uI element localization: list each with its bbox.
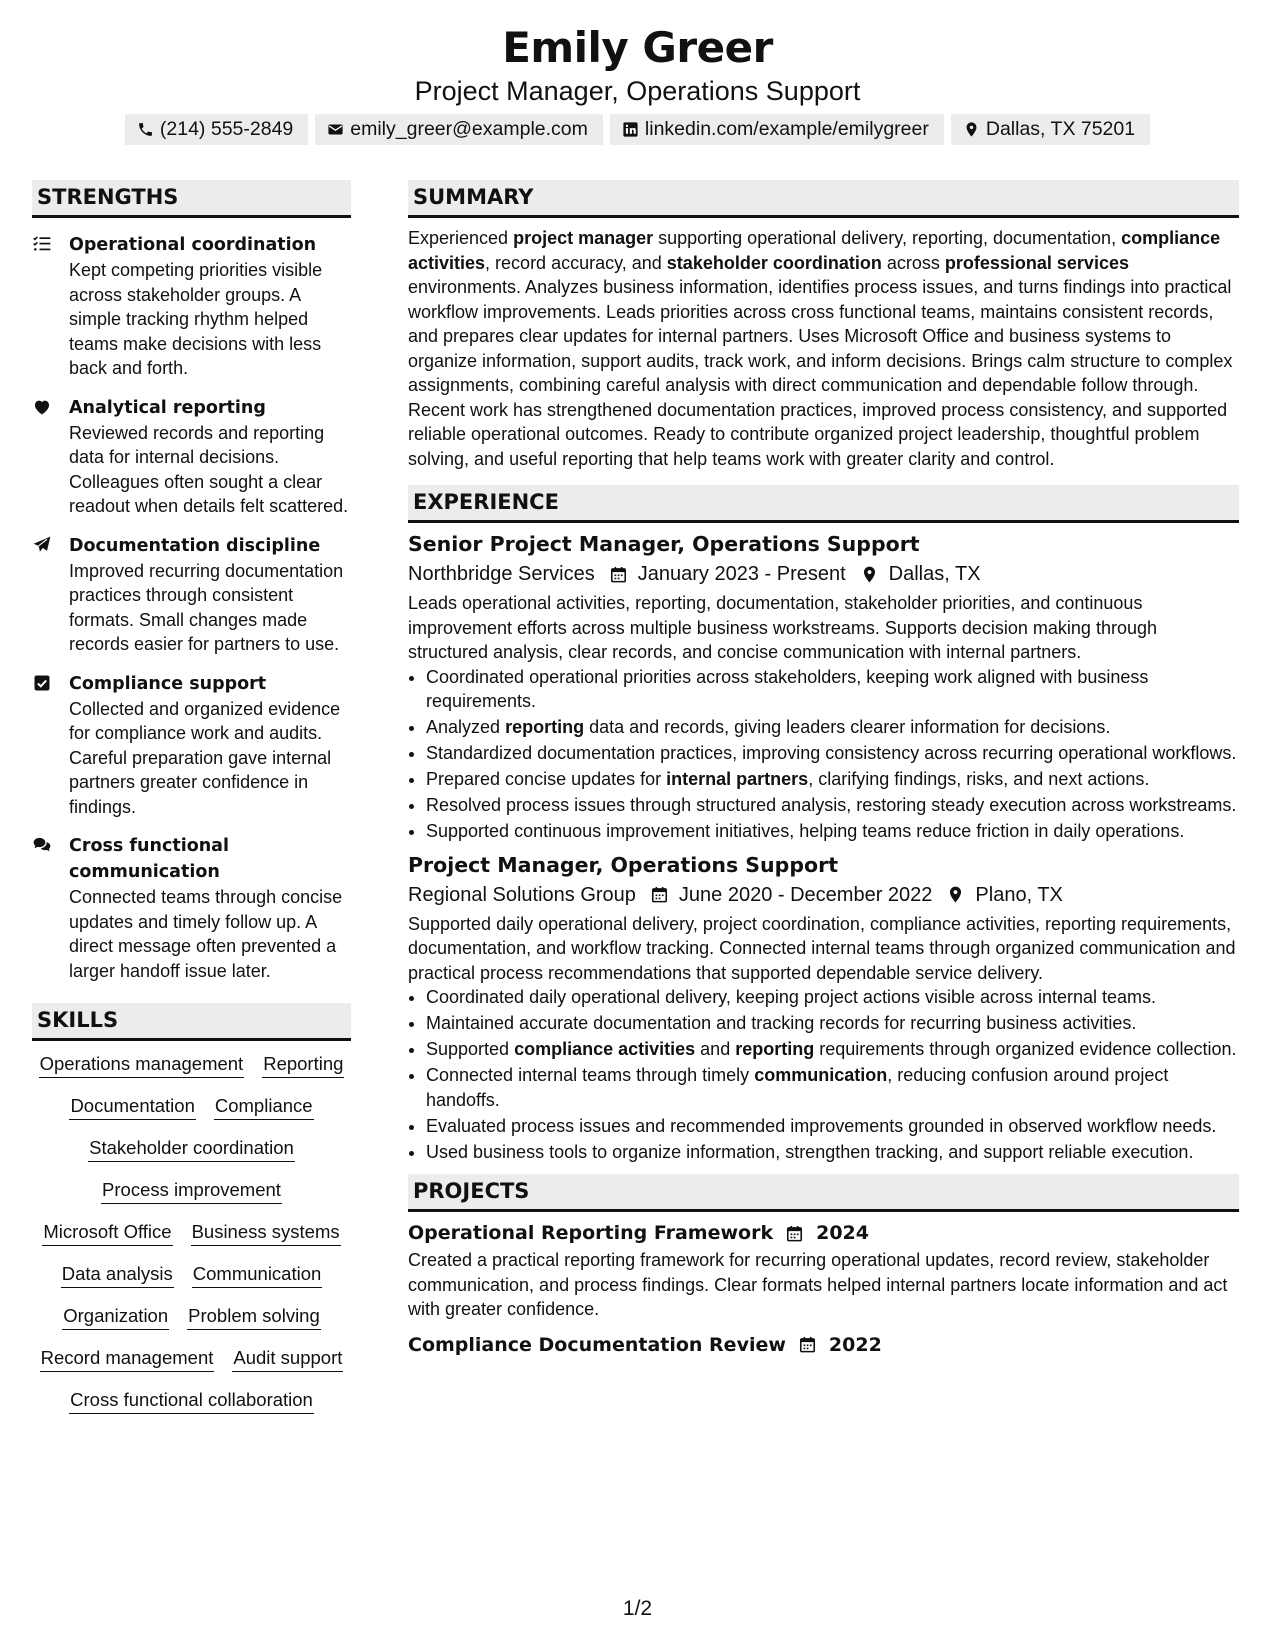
text-run: Resolved process issues through structured analysis, restoring steady execution across workstreams. (426, 795, 1237, 815)
skill-tag: Record management (40, 1345, 215, 1372)
text-run: Used business tools to organize information, strengthen tracking, and support reliable execution. (426, 1141, 1194, 1162)
project-year: 2022 (828, 1333, 882, 1356)
job-title: Project Manager, Operations Support (408, 852, 838, 877)
bold-text: project manager (513, 228, 654, 248)
calendar-icon (609, 565, 628, 584)
text-run: , clarifying findings, risks, and next actions. (808, 769, 1150, 789)
skill-tag: Business systems (191, 1219, 341, 1246)
chat-bubbles-icon (32, 833, 69, 983)
strength-text: Connected teams through concise updates and timely follow up. A direct message often prevented a larger handoff issue later. (69, 887, 343, 981)
experience-heading: EXPERIENCE (408, 485, 1239, 523)
skill-tag: Cross functional collaboration (69, 1387, 314, 1414)
strength-body (69, 671, 351, 820)
phone-text: (214) 555-2849 (159, 118, 294, 140)
bold-text: compliance activities (514, 1039, 696, 1059)
text-run: environments. Analyzes business information, identifies process issues, and turns findings into practical workflow improvements. Leads priorities across cross functional teams, maintains consistent records, and prepares clear updates for internal partners. Uses Microsoft Office and business systems to organize information, support audits, track work, and inform decisions. Brings calm structure to complex assignments, combining careful analysis with direct communication and dependable follow through. Recent work has strengthened documentation practices, improved process consistency, and supported reliable operational outcomes. Ready to contribute organized project leadership, thoughtful problem solving, and useful reporting that help teams work with greater clarity and control. (408, 277, 1233, 469)
company-name: Regional Solutions Group (408, 883, 636, 906)
strength-text: Collected and organized evidence for compliance work and audits. Careful preparation gave internal partners greater confidence in findings. (69, 698, 341, 817)
job-dates: January 2023 - Present (637, 563, 846, 585)
strength-title: Cross functional communication (69, 836, 229, 882)
calendar-icon (785, 1224, 804, 1243)
calendar-icon (650, 885, 669, 904)
projects-list (408, 1218, 1239, 1360)
email-chip[interactable] (315, 114, 603, 145)
skill-tag: Audit support (232, 1345, 343, 1372)
text-run: data and records, giving leaders clearer information for decisions. (584, 717, 1111, 737)
bold-text: compliance activities (408, 228, 1221, 273)
text-run: Prepared concise updates for (426, 769, 667, 789)
skill-tag: Organization (62, 1303, 169, 1330)
phone-icon (137, 121, 154, 138)
strength-body (69, 395, 351, 519)
job-location: Plano, TX (975, 883, 1063, 906)
strength-title: Operational coordination (69, 235, 317, 255)
jobs-list (408, 529, 1239, 1164)
bold-text: stakeholder coordination (666, 252, 882, 273)
job-entry (408, 850, 1239, 1165)
bullet-item (426, 1114, 1239, 1139)
strength-title: Analytical reporting (69, 397, 266, 418)
text-run: Supported (426, 1039, 515, 1059)
strength-title: Compliance support (69, 673, 267, 694)
text-run: , record accuracy, and (485, 252, 667, 273)
company-name: Northbridge Services (408, 563, 595, 585)
bold-text: professional services (944, 252, 1129, 273)
skills-heading: SKILLS (32, 1003, 351, 1041)
text-run: Evaluated process issues and recommended improvements grounded in observed workflow needs. (426, 1115, 1217, 1136)
strengths-list (32, 232, 351, 983)
text-run: Analyzed (426, 717, 506, 737)
project-header (408, 1218, 1239, 1248)
skill-tag: Reporting (262, 1051, 344, 1078)
project-title: Operational Reporting Framework (408, 1222, 774, 1244)
strength-title: Documentation discipline (69, 535, 321, 556)
bullet-item (426, 793, 1239, 818)
bullet-item (426, 1037, 1239, 1062)
strength-item (32, 833, 351, 983)
job-entry (408, 529, 1239, 844)
email-icon (327, 121, 344, 138)
text-run: Maintained accurate documentation and tracking records for recurring business activities. (426, 1013, 1137, 1033)
bullet-item (426, 741, 1239, 766)
bullet-item (426, 665, 1239, 714)
linkedin-chip[interactable] (610, 114, 944, 145)
project-title: Compliance Documentation Review (408, 1333, 786, 1356)
strength-body (69, 533, 351, 657)
strengths-heading: STRENGTHS (32, 180, 351, 218)
strength-item (32, 232, 351, 381)
skill-tag: Process improvement (101, 1177, 282, 1204)
summary-text (408, 226, 1239, 471)
text-run: , reducing confusion around project handoffs. (426, 1065, 1169, 1110)
bullet-item (426, 985, 1239, 1010)
location-pin-icon (860, 565, 879, 584)
location-chip (951, 114, 1150, 145)
skill-tag: Operations management (39, 1051, 245, 1078)
summary-heading: SUMMARY (408, 180, 1239, 218)
skill-tag: Problem solving (187, 1303, 321, 1330)
project-header (408, 1330, 1239, 1360)
checkbox-icon (32, 671, 69, 820)
text-run: across (881, 252, 945, 273)
right-column (408, 180, 1239, 1360)
page-number: 1/2 (622, 1597, 653, 1620)
paper-plane-icon (32, 533, 69, 657)
text-run: and (695, 1039, 736, 1059)
projects-heading: PROJECTS (408, 1174, 1239, 1212)
job-dates: June 2020 - December 2022 (678, 883, 933, 906)
bold-text: communication (754, 1065, 888, 1085)
job-description: Supported daily operational delivery, project coordination, compliance activities, reporting requirements, documentation, and workflow tracking. Connected internal teams through organized communication and practical process recommendations that supported dependable service delivery. (408, 913, 1236, 983)
contact-bar (0, 114, 1275, 145)
phone-chip (125, 114, 308, 145)
bold-text: reporting (735, 1039, 815, 1059)
skill-tag: Stakeholder coordination (88, 1135, 295, 1162)
skill-tag: Communication (192, 1261, 323, 1288)
bold-text: internal partners (666, 769, 809, 789)
bullet-item (426, 1140, 1239, 1165)
text-run: Standardized documentation practices, improving consistency across recurring operational workflows. (426, 743, 1237, 763)
text-run: Connected internal teams through timely (426, 1065, 755, 1085)
strength-item (32, 671, 351, 820)
strength-item (32, 395, 351, 519)
linkedin-text[interactable]: linkedin.com/example/emilygreer (644, 118, 929, 140)
job-location: Dallas, TX (888, 563, 981, 585)
skill-tag: Microsoft Office (42, 1219, 172, 1246)
job-bullets (408, 665, 1239, 844)
location-pin-icon (946, 885, 965, 904)
checklist-icon (32, 232, 69, 381)
candidate-name: Emily Greer (502, 23, 773, 72)
project-description: Created a practical reporting framework for recurring operational updates, record review, stakeholder communication, and process findings. Clear formats helped internal partners locate information and act with greater confidence. (408, 1250, 1228, 1319)
text-run: Supported continuous improvement initiatives, helping teams reduce friction in daily operations. (426, 821, 1185, 841)
location-pin-icon (963, 121, 980, 138)
email-text[interactable]: emily_greer@example.com (350, 118, 588, 140)
text-run: requirements through organized evidence collection. (814, 1039, 1237, 1059)
text-run: Coordinated daily operational delivery, keeping project actions visible across internal teams. (426, 987, 1157, 1007)
candidate-title: Project Manager, Operations Support (414, 76, 861, 106)
job-meta (408, 880, 1239, 910)
skill-tag: Compliance (214, 1093, 314, 1120)
bullet-item (426, 715, 1239, 740)
skill-tag: Data analysis (61, 1261, 174, 1288)
strength-body (69, 833, 351, 983)
bullet-item (426, 1063, 1239, 1112)
heart-icon (32, 395, 69, 519)
skills-list (32, 1051, 351, 1429)
text-run: supporting operational delivery, reporting, documentation, (653, 228, 1122, 248)
bullet-item (426, 819, 1239, 844)
skill-tag: Documentation (69, 1093, 195, 1120)
job-title: Senior Project Manager, Operations Support (408, 532, 920, 556)
location-text: Dallas, TX 75201 (985, 118, 1136, 140)
strength-text: Improved recurring documentation practices through consistent formats. Small changes made records easier for partners to use. (69, 560, 344, 654)
project-year: 2024 (816, 1222, 869, 1244)
linkedin-icon (622, 121, 639, 138)
text-run: Experienced (408, 228, 514, 248)
left-column (32, 180, 351, 1429)
bullet-item (426, 1011, 1239, 1036)
resume-header (0, 22, 1275, 145)
strength-text: Reviewed records and reporting data for internal decisions. Colleagues often sought a clear readout when details felt scattered. (69, 422, 349, 516)
job-meta (408, 559, 1239, 589)
job-description: Leads operational activities, reporting, documentation, stakeholder priorities, and continuous improvement efforts across multiple business workstreams. Supports decision making through structured analysis, clear records, and concise communication with internal partners. (408, 593, 1157, 662)
calendar-icon (798, 1335, 817, 1354)
bold-text: reporting (505, 717, 585, 737)
strength-text: Kept competing priorities visible across stakeholder groups. A simple tracking rhythm helped teams make decisions with less back and forth. (69, 260, 323, 378)
strength-body (69, 232, 351, 381)
bullet-item (426, 767, 1239, 792)
strength-item (32, 533, 351, 657)
job-bullets (408, 985, 1239, 1164)
text-run: Coordinated operational priorities across stakeholders, keeping work aligned with business requirements. (426, 666, 1149, 711)
